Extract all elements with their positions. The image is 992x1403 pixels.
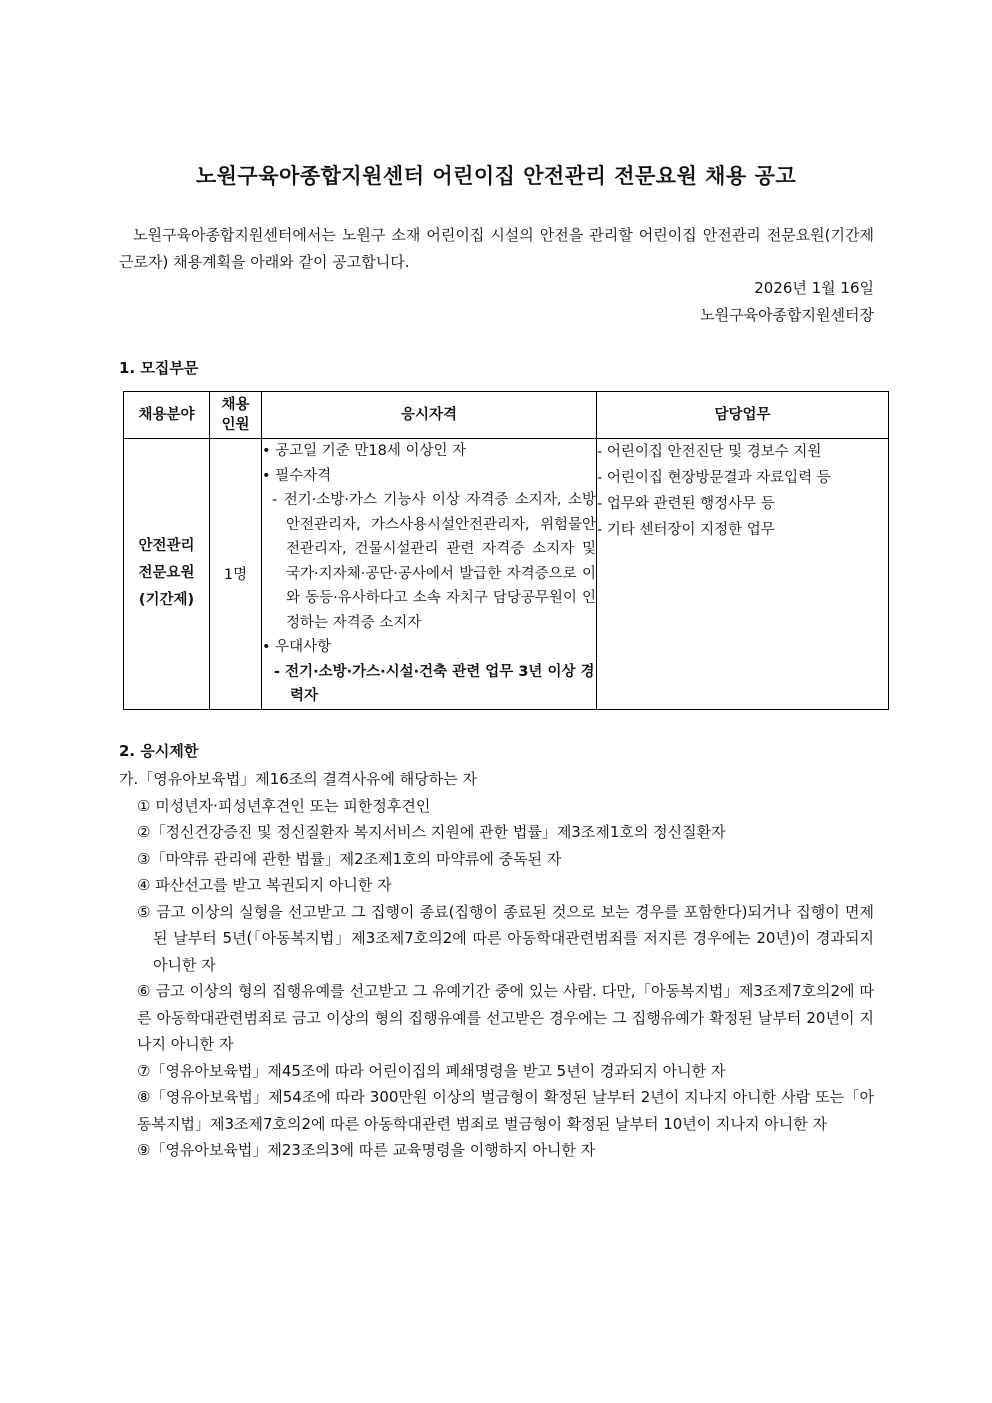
list-item: ③「마약류 관리에 관한 법률」제2조제1호의 마약류에 중독된 자 <box>137 849 562 868</box>
list-item: ②「정신건강증진 및 정신질환자 복지서비스 지원에 관한 법률」제3조제1호의 정신질환자 <box>137 823 726 841</box>
recruitment-table <box>123 391 889 710</box>
cell-field <box>124 439 210 710</box>
section1-heading: 1. 모집부문 <box>119 359 199 377</box>
list-item: ⑤ 금고 이상의 실형을 선고받고 그 집행이 종료(집행이 종료된 것으로 보는 경우를 포함한다)되거나 집행이 면제된 날부터 5년(「아동복지법」제3조제7호의2에 따른 아동학대관련범죄를 저지른 경우에는 20년)이 경과되지 아니한 자 <box>137 902 874 974</box>
header-duty: 담당업무 <box>597 392 889 439</box>
cell-qualification <box>262 439 597 710</box>
qualification-item: • 우대사항 <box>262 639 332 655</box>
list-item: ⑥ 금고 이상의 형의 집행유예를 선고받고 그 유예기간 중에 있는 사람. 다만,「아동복지법」제3조제7호의2에 따른 아동학대관련범죄로 금고 이상의 형의 집행유예를 선고받은 경우에는 그 집행유예가 확정된 날부터 20년이 지나지 아니한 자 <box>137 982 874 1053</box>
list-item: ① 미성년자·피성년후견인 또는 피한정후견인 <box>137 796 431 815</box>
qualification-item: • 필수자격 <box>262 467 332 484</box>
table-row <box>124 439 889 710</box>
duty-item: - 어린이집 안전진단 및 경보수 지원 <box>597 444 822 460</box>
field-line3: (기간제) <box>138 592 195 609</box>
page-title: 노원구육아종합지원센터 어린이집 안전관리 전문요원 채용 공고 <box>195 164 797 188</box>
intro-text: 노원구육아종합지원센터에서는 노원구 소재 어린이집 시설의 안전을 관리할 어린이집 안전관리 전문요원(기간제 근로자) 채용계획을 아래와 같이 공고합니다. <box>119 226 874 271</box>
header-field: 채용분야 <box>124 392 210 439</box>
header-count-line1: 채용 <box>221 397 250 413</box>
list-item: ⑨「영유아보육법」제23조의3에 따른 교육명령을 이행하지 아니한 자 <box>137 1141 596 1159</box>
section2-heading: 2. 응시제한 <box>119 742 199 760</box>
qualification-item: - 전기·소방·가스·시설·건축 관련 업무 3년 이상 경력자 <box>274 663 595 704</box>
restriction-list <box>119 766 874 1164</box>
cell-duty <box>597 439 889 710</box>
duty-item: - 기타 센터장이 지정한 업무 <box>597 522 775 538</box>
header-count <box>210 392 262 439</box>
announcement-date: 2026년 1월 16일 <box>754 279 874 297</box>
header-count-line2: 인원 <box>221 417 250 433</box>
field-line2: 전문요원 <box>138 565 195 582</box>
list-item: ⑧「영유아보육법」제54조에 따라 300만원 이상의 벌금형이 확정된 날부터 2년이 지나지 아니한 사람 또는「아동복지법」제3조제7호의2에 따른 아동학대관련 범죄로 벌금형이 확정된 날부터 10년이 지나지 아니한 자 <box>137 1088 874 1133</box>
qualification-item: • 공고일 기준 만18세 이상인 자 <box>262 443 467 459</box>
restriction-lead: 가.「영유아보육법」제16조의 결격사유에 해당하는 자 <box>119 770 477 788</box>
list-item: ④ 파산선고를 받고 복권되지 아니한 자 <box>137 876 392 894</box>
qualification-item: - 전기·소방·가스 기능사 이상 자격증 소지자, 소방안전관리자, 가스사용시설안전관리자, 위험물안전관리자, 건물시설관리 관련 자격증 소지자 및 국가·지자체·공단·공사에서 발급한 자격증으로 이와 동등·유사하다고 소속 자치구 담당공무원이 인정하는 자격증 소지자 <box>272 492 596 631</box>
cell-count: 1명 <box>210 439 262 710</box>
field-line1: 안전관리 <box>138 538 195 555</box>
duty-item: - 업무와 관련된 행정사무 등 <box>597 496 775 512</box>
signature: 노원구육아종합지원센터장 <box>700 306 874 324</box>
header-qualification: 응시자격 <box>262 392 597 439</box>
intro-paragraph <box>119 222 874 276</box>
table-header-row <box>124 392 889 439</box>
list-item: ⑦「영유아보육법」제45조에 따라 어린이집의 폐쇄명령을 받고 5년이 경과되지 아니한 자 <box>137 1061 726 1080</box>
duty-item: - 어린이집 현장방문결과 자료입력 등 <box>597 470 831 486</box>
